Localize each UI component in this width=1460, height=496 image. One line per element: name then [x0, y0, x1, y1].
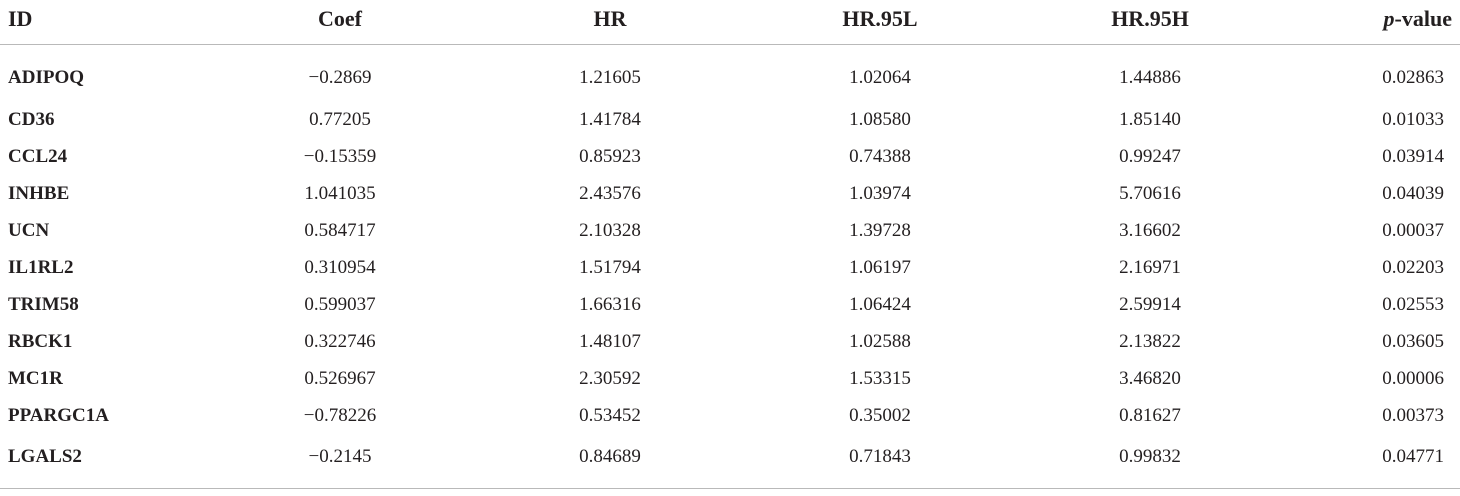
cell-hr: 2.10328 — [579, 220, 641, 241]
cell-hr: 1.66316 — [579, 294, 641, 315]
cell-hr: 1.21605 — [579, 67, 641, 88]
cell-hr-95h: 1.44886 — [1119, 67, 1181, 88]
cell-hr-95l: 0.74388 — [849, 146, 911, 167]
cell-id: CD36 — [8, 109, 55, 130]
cell-hr-95l: 1.08580 — [849, 109, 911, 130]
cell-p-value: 0.00373 — [1382, 405, 1444, 426]
table-row — [0, 324, 1460, 361]
cell-p-value: 0.02203 — [1382, 257, 1444, 278]
cell-hr-95l: 1.02588 — [849, 331, 911, 352]
cell-coef: 0.584717 — [304, 220, 376, 241]
cell-p-value: 0.04039 — [1382, 183, 1444, 204]
header-hr-95h: HR.95H — [1020, 0, 1280, 44]
cell-coef: −0.15359 — [303, 146, 377, 167]
header-hr: HR — [480, 0, 740, 44]
cell-coef: 0.322746 — [304, 331, 376, 352]
cell-id: UCN — [8, 220, 50, 241]
cell-id: LGALS2 — [0, 435, 200, 489]
cell-id: CCL24 — [8, 146, 68, 167]
cell-hr-95h: 1.85140 — [1119, 109, 1181, 130]
cell-coef: 1.041035 — [304, 183, 376, 204]
header-p-italic: p — [1383, 6, 1395, 31]
cell-hr-95h: 2.13822 — [1119, 331, 1181, 352]
cell-coef: 0.526967 — [304, 368, 376, 389]
cell-hr: 2.43576 — [579, 183, 641, 204]
cell-hr-95l: 1.06424 — [849, 294, 911, 315]
header-p-value — [1280, 0, 1460, 44]
cell-hr: 0.84689 — [480, 435, 740, 489]
cell-id: INHBE — [8, 183, 70, 204]
header-hr-95l: HR.95L — [740, 0, 1020, 44]
cell-hr-95h: 3.46820 — [1119, 368, 1181, 389]
cell-hr-95l: 1.06197 — [849, 257, 911, 278]
cell-coef: 0.77205 — [309, 109, 371, 130]
table-row — [0, 176, 1460, 213]
cell-id: PPARGC1A — [8, 405, 109, 426]
cell-hr-95l: 0.35002 — [849, 405, 911, 426]
table-header — [0, 0, 1460, 44]
header-id: ID — [0, 0, 200, 44]
cell-p-value: 0.01033 — [1382, 109, 1444, 130]
cell-hr: 1.51794 — [579, 257, 641, 278]
cell-coef: 0.599037 — [304, 294, 376, 315]
cell-hr-95l: 1.39728 — [849, 220, 911, 241]
cell-hr-95h: 5.70616 — [1119, 183, 1181, 204]
cell-hr-95h: 0.99247 — [1119, 146, 1181, 167]
cell-coef: −0.78226 — [303, 405, 377, 426]
cell-p-value: 0.04771 — [1280, 435, 1460, 489]
table-row — [0, 213, 1460, 250]
cell-id: IL1RL2 — [8, 257, 74, 278]
table-row — [0, 139, 1460, 176]
table-row — [0, 361, 1460, 398]
cell-hr: 2.30592 — [579, 368, 641, 389]
cell-hr: 1.41784 — [579, 109, 641, 130]
cell-id: RBCK1 — [8, 331, 73, 352]
cell-hr-95h: 0.81627 — [1119, 405, 1181, 426]
table-row — [0, 398, 1460, 435]
table-row — [0, 250, 1460, 287]
cell-p-value: 0.03914 — [1382, 146, 1444, 167]
cell-coef: 0.310954 — [304, 257, 376, 278]
table-row — [0, 435, 1460, 489]
cell-coef: −0.2869 — [308, 67, 372, 88]
table-body — [0, 44, 1460, 488]
cell-p-value: 0.00006 — [1382, 368, 1444, 389]
cell-hr-95l: 0.71843 — [740, 435, 1020, 489]
cell-id: ADIPOQ — [8, 67, 84, 88]
cell-hr-95l: 1.02064 — [849, 67, 911, 88]
header-p-rest: -value — [1394, 6, 1452, 31]
cell-p-value: 0.02553 — [1382, 294, 1444, 315]
cell-p-value: 0.02863 — [1382, 67, 1444, 88]
cell-hr: 0.53452 — [579, 405, 641, 426]
cell-coef: −0.2145 — [200, 435, 480, 489]
table-row — [0, 287, 1460, 324]
table-row — [0, 44, 1460, 102]
cell-hr-95l: 1.53315 — [849, 368, 911, 389]
cell-p-value: 0.03605 — [1382, 331, 1444, 352]
cell-p-value: 0.00037 — [1382, 220, 1444, 241]
cell-id: MC1R — [8, 368, 63, 389]
cell-hr-95h: 2.16971 — [1119, 257, 1181, 278]
cell-id: TRIM58 — [8, 294, 79, 315]
header-row — [0, 0, 1460, 44]
cell-hr-95h: 0.99832 — [1020, 435, 1280, 489]
table-row — [0, 102, 1460, 139]
header-coef: Coef — [200, 0, 480, 44]
cell-hr: 0.85923 — [579, 146, 641, 167]
cell-hr-95h: 3.16602 — [1119, 220, 1181, 241]
cell-hr-95h: 2.59914 — [1119, 294, 1181, 315]
cell-hr-95l: 1.03974 — [849, 183, 911, 204]
cell-hr: 1.48107 — [579, 331, 641, 352]
